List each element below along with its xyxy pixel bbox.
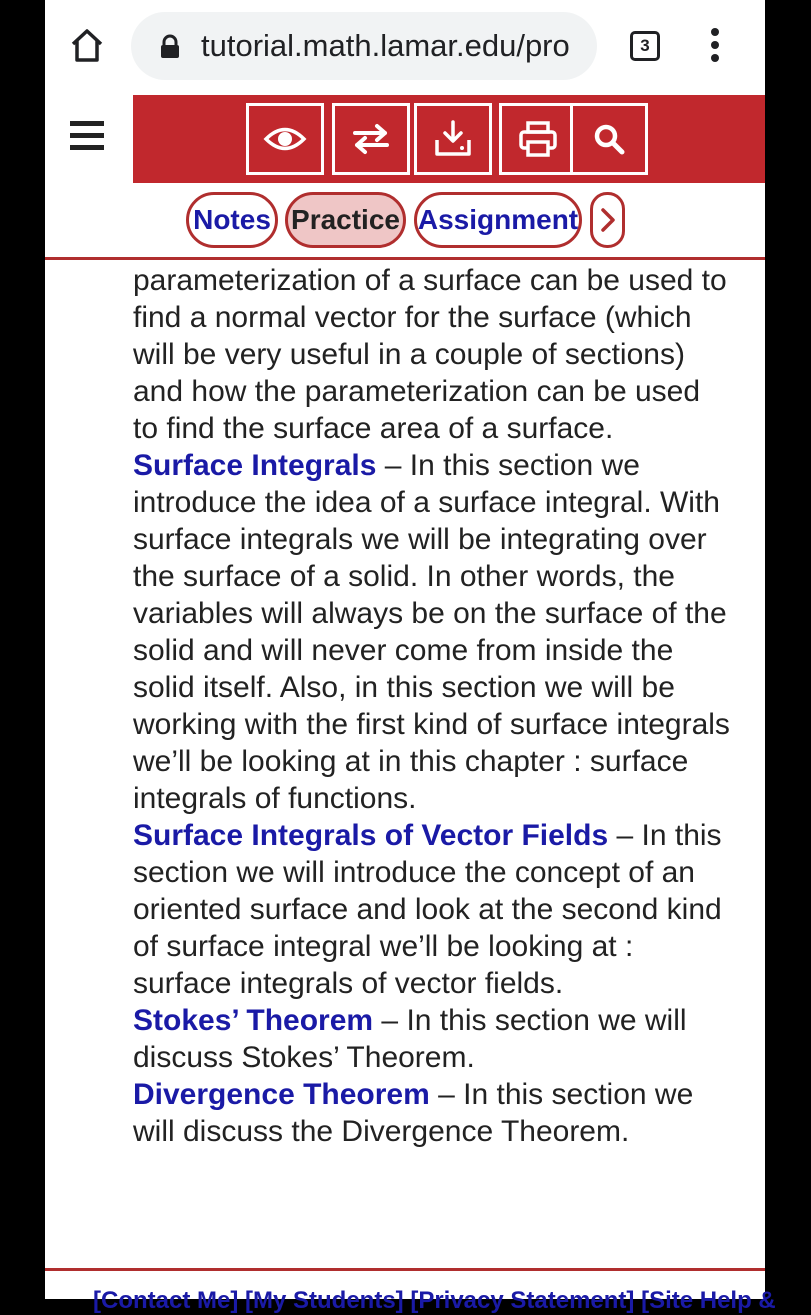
toolbar: [133, 95, 765, 183]
section-item: [133, 447, 733, 817]
section-link-surface-integrals[interactable]: Surface Integrals: [133, 449, 377, 482]
browser-toolbar: [45, 0, 765, 95]
browser-viewport: [45, 0, 776, 1314]
section-description: – In this section we will discuss the Divergence Theorem.: [133, 1078, 694, 1148]
main-content: [133, 262, 733, 1150]
tab-assignment[interactable]: Assignment: [414, 192, 582, 248]
section-description: – In this section we will introduce the concept of an oriented surface and look at the second kind of surface integral we’ll be looking at : surface integrals of vector fields.: [133, 819, 722, 1000]
section-description: – In this section we introduce the idea of a surface integral. With surface integrals we will be integrating over the surface of a solid. In other words, the variables will always be on the surface of the solid and will never come from inside the solid itself. Also, in this section we will be working with the first kind of surface integrals we’ll be looking at in this chapter : surface integrals of functions.: [133, 449, 730, 815]
home-icon[interactable]: [67, 26, 107, 66]
more-options-icon[interactable]: [705, 28, 725, 64]
next-tab-button[interactable]: [590, 192, 625, 248]
page-tabs: [45, 190, 765, 250]
intro-paragraph: parameterization of a surface can be used to find a normal vector for the surface (which will be very useful in a couple of sections) and how the parameterization can be used to find the surface area of a surface.: [133, 264, 727, 445]
tab-practice[interactable]: Practice: [285, 192, 406, 248]
chevron-right-icon: [600, 207, 616, 233]
footer-divider: [45, 1268, 765, 1271]
footer-links[interactable]: [Contact Me] [My Students] [Privacy Statement] [Site Help &: [93, 1287, 776, 1314]
section-item: [133, 817, 733, 1002]
swap-arrows-icon[interactable]: [332, 103, 410, 175]
section-description: – In this section we will discuss Stokes’ Theorem.: [133, 1004, 687, 1074]
url-text: tutorial.math.lamar.edu/pro: [201, 28, 570, 63]
address-bar[interactable]: [131, 12, 597, 80]
section-item: [133, 1002, 733, 1076]
tab-notes[interactable]: Notes: [186, 192, 278, 248]
search-icon[interactable]: [570, 103, 648, 175]
site-header: [45, 95, 765, 260]
hamburger-menu-icon[interactable]: [70, 121, 106, 153]
print-icon[interactable]: [499, 103, 577, 175]
tab-switcher-button[interactable]: 3: [630, 31, 660, 61]
download-icon[interactable]: [414, 103, 492, 175]
eye-icon[interactable]: [246, 103, 324, 175]
section-link-surface-integrals-vector-fields[interactable]: Surface Integrals of Vector Fields: [133, 819, 609, 852]
section-link-stokes-theorem[interactable]: Stokes’ Theorem: [133, 1004, 374, 1037]
section-item: [133, 1076, 733, 1150]
lock-icon: [159, 35, 181, 59]
header-divider: [45, 257, 765, 260]
section-link-divergence-theorem[interactable]: Divergence Theorem: [133, 1078, 430, 1111]
